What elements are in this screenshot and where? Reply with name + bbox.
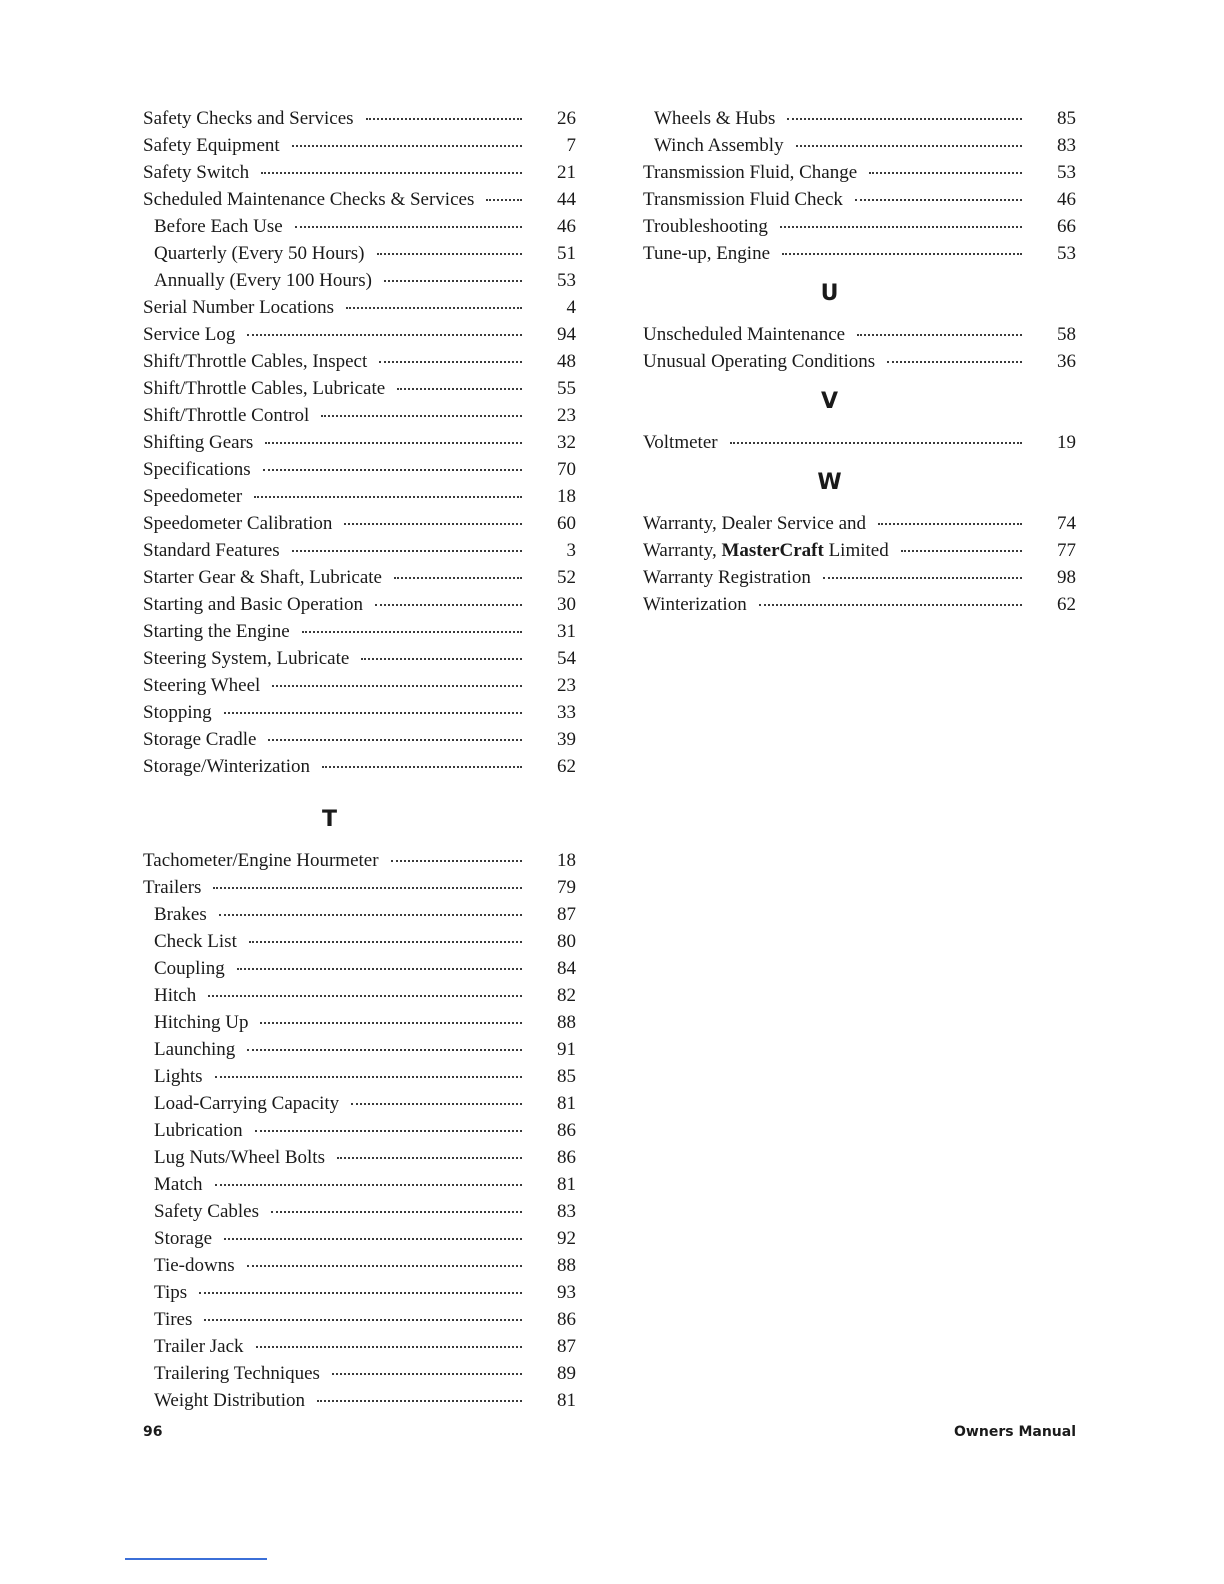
index-entry — [143, 159, 576, 186]
leader-dots — [247, 1049, 522, 1051]
bottom-rule — [125, 1558, 267, 1560]
index-page-number: 70 — [557, 459, 576, 480]
leader-dots — [247, 1265, 522, 1267]
index-term: Starter Gear & Shaft, Lubricate — [143, 567, 382, 588]
index-term: Unscheduled Maintenance — [643, 324, 846, 345]
leader-dots — [265, 442, 522, 444]
index-page-number: 86 — [557, 1120, 576, 1141]
index-term: Tires — [154, 1309, 193, 1330]
index-subentry — [143, 267, 576, 294]
index-page-number: 82 — [557, 985, 576, 1006]
index-term: Lights — [154, 1066, 203, 1087]
index-entry — [143, 321, 576, 348]
index-subentry — [143, 1198, 576, 1225]
index-entry — [143, 699, 576, 726]
index-page-number: 4 — [566, 297, 576, 318]
index-term: Storage/Winterization — [143, 756, 311, 777]
index-subentry — [643, 132, 1076, 159]
index-term: Warranty, Dealer Service and — [643, 513, 867, 534]
leader-dots — [224, 712, 522, 714]
index-term: Tips — [154, 1282, 188, 1303]
index-term: Starting and Basic Operation — [143, 594, 364, 615]
index-term: Standard Features — [143, 540, 280, 561]
leader-dots — [295, 226, 522, 228]
index-entry — [143, 645, 576, 672]
leader-dots — [332, 1373, 522, 1375]
index-subentry — [143, 1009, 576, 1036]
index-page-number: 23 — [557, 405, 576, 426]
index-page-number: 77 — [1057, 540, 1076, 561]
index-term: Steering System, Lubricate — [143, 648, 350, 669]
index-term: Safety Checks and Services — [143, 108, 354, 129]
index-page-number: 30 — [557, 594, 576, 615]
index-entry — [143, 591, 576, 618]
leader-dots — [787, 118, 1022, 120]
index-entry — [643, 321, 1076, 348]
index-page-number: 91 — [557, 1039, 576, 1060]
index-term: Steering Wheel — [143, 675, 261, 696]
index-entry — [143, 402, 576, 429]
index-entry — [643, 159, 1076, 186]
leader-dots — [263, 469, 522, 471]
index-term: Hitch — [154, 985, 197, 1006]
leader-dots — [317, 1400, 522, 1402]
index-entry — [143, 483, 576, 510]
index-term: Coupling — [154, 958, 225, 979]
index-subentry — [143, 1360, 576, 1387]
leader-dots — [351, 1103, 522, 1105]
index-page-number: 81 — [557, 1174, 576, 1195]
leader-dots — [237, 968, 522, 970]
index-term: Serial Number Locations — [143, 297, 335, 318]
index-page-number: 52 — [557, 567, 576, 588]
index-page-number: 88 — [557, 1255, 576, 1276]
index-term: Speedometer Calibration — [143, 513, 333, 534]
index-subentry — [143, 1144, 576, 1171]
index-term: Stopping — [143, 702, 212, 723]
index-page-number: 19 — [1057, 432, 1076, 453]
leader-dots — [199, 1292, 522, 1294]
leader-dots — [254, 496, 522, 498]
index-entry — [143, 672, 576, 699]
leader-dots — [796, 145, 1022, 147]
index-term: Storage — [154, 1228, 213, 1249]
index-subentry — [143, 213, 576, 240]
leader-dots — [782, 253, 1022, 255]
index-page-number: 93 — [557, 1282, 576, 1303]
index-term: Lubrication — [154, 1120, 243, 1141]
index-page-number: 23 — [557, 675, 576, 696]
section-letter-v: V — [820, 389, 839, 414]
index-entry — [143, 456, 576, 483]
index-subentry — [143, 1279, 576, 1306]
index-term: Shifting Gears — [143, 432, 254, 453]
leader-dots — [878, 523, 1022, 525]
index-page-number: 87 — [557, 904, 576, 925]
index-subentry — [143, 1063, 576, 1090]
index-page-number: 85 — [1057, 108, 1076, 129]
index-subentry — [143, 1252, 576, 1279]
index-page-number: 21 — [557, 162, 576, 183]
index-subentry — [143, 955, 576, 982]
leader-dots — [292, 145, 522, 147]
index-entry — [643, 510, 1076, 537]
index-page-number: 51 — [557, 243, 576, 264]
leader-dots — [379, 361, 522, 363]
index-group-u — [643, 321, 1076, 375]
index-page-number: 74 — [1057, 513, 1076, 534]
leader-dots — [869, 172, 1022, 174]
index-term-suffix: Limited — [823, 540, 889, 561]
index-subentry — [143, 1090, 576, 1117]
index-entry — [643, 186, 1076, 213]
footer-manual-title: Owners Manual — [954, 1424, 1076, 1440]
brand-name: MasterCraft — [721, 540, 824, 561]
index-subentry — [143, 240, 576, 267]
index-term: Match — [154, 1174, 203, 1195]
leader-dots — [219, 914, 522, 916]
index-term: Transmission Fluid Check — [643, 189, 843, 210]
index-subentry — [143, 1306, 576, 1333]
leader-dots — [397, 388, 522, 390]
leader-dots — [215, 1184, 522, 1186]
index-term: Winch Assembly — [654, 135, 784, 156]
index-page-number: 62 — [1057, 594, 1076, 615]
index-entry — [643, 348, 1076, 375]
index-page-number: 98 — [1057, 567, 1076, 588]
leader-dots — [361, 658, 522, 660]
leader-dots — [337, 1157, 522, 1159]
index-entry — [143, 510, 576, 537]
index-entry — [143, 186, 576, 213]
leader-dots — [261, 172, 522, 174]
index-page-number: 88 — [557, 1012, 576, 1033]
index-page-number: 53 — [1057, 162, 1076, 183]
index-page-number: 54 — [557, 648, 576, 669]
index-term: Launching — [154, 1039, 236, 1060]
index-term: Winterization — [643, 594, 747, 615]
index-group-v — [643, 429, 1076, 456]
index-entry — [643, 564, 1076, 591]
index-page-number: 44 — [557, 189, 576, 210]
leader-dots — [730, 442, 1022, 444]
leader-dots — [344, 523, 522, 525]
leader-dots — [377, 253, 522, 255]
index-term: Shift/Throttle Cables, Inspect — [143, 351, 368, 372]
index-entry — [143, 429, 576, 456]
index-term: Scheduled Maintenance Checks & Services — [143, 189, 475, 210]
index-term: Warranty Registration — [643, 567, 811, 588]
leader-dots — [224, 1238, 522, 1240]
index-entry — [643, 240, 1076, 267]
index-term: Transmission Fluid, Change — [643, 162, 858, 183]
index-subentry — [143, 1333, 576, 1360]
index-entry — [143, 753, 576, 780]
index-page-number: 60 — [557, 513, 576, 534]
index-group-s — [143, 105, 576, 780]
index-column-left — [143, 105, 576, 1414]
leader-dots — [759, 604, 1022, 606]
index-page-number: 26 — [557, 108, 576, 129]
leader-dots — [292, 550, 522, 552]
index-page-number: 55 — [557, 378, 576, 399]
index-page-number: 58 — [1057, 324, 1076, 345]
index-entry — [143, 375, 576, 402]
index-entry — [143, 348, 576, 375]
leader-dots — [256, 1346, 522, 1348]
index-page-number: 89 — [557, 1363, 576, 1384]
index-page-number: 31 — [557, 621, 576, 642]
index-page-number: 53 — [557, 270, 576, 291]
index-entry — [143, 537, 576, 564]
leader-dots — [321, 415, 522, 417]
index-term: Specifications — [143, 459, 251, 480]
index-term: Trailers — [143, 877, 202, 898]
leader-dots — [857, 334, 1022, 336]
index-term: Tachometer/Engine Hourmeter — [143, 850, 379, 871]
index-term: Load-Carrying Capacity — [154, 1093, 340, 1114]
index-page-number: 18 — [557, 486, 576, 507]
index-page-number: 3 — [566, 540, 576, 561]
index-entry — [143, 618, 576, 645]
footer-page-number: 96 — [143, 1424, 163, 1440]
index-term: Check List — [154, 931, 237, 952]
leader-dots — [384, 280, 522, 282]
index-page-number: 66 — [1057, 216, 1076, 237]
leader-dots — [208, 995, 522, 997]
index-page-number: 7 — [566, 135, 576, 156]
index-page-number: 36 — [1057, 351, 1076, 372]
index-term: Brakes — [154, 904, 207, 925]
index-group-w — [643, 510, 1076, 618]
index-term: Before Each Use — [154, 216, 283, 237]
leader-dots — [255, 1130, 522, 1132]
index-term: Trailering Techniques — [154, 1363, 320, 1384]
leader-dots — [271, 1211, 522, 1213]
index-entry — [143, 132, 576, 159]
index-subentry — [143, 928, 576, 955]
index-term: Lug Nuts/Wheel Bolts — [154, 1147, 325, 1168]
index-page-number: 80 — [557, 931, 576, 952]
index-entry — [143, 847, 576, 874]
index-page-number: 46 — [1057, 189, 1076, 210]
index-page-number: 53 — [1057, 243, 1076, 264]
leader-dots — [901, 550, 1022, 552]
index-term: Voltmeter — [643, 432, 718, 453]
leader-dots — [346, 307, 522, 309]
index-term: Storage Cradle — [143, 729, 257, 750]
section-letter-t: T — [321, 807, 337, 832]
index-page-number: 79 — [557, 877, 576, 898]
index-term: Speedometer — [143, 486, 243, 507]
leader-dots — [366, 118, 522, 120]
index-subentry — [143, 982, 576, 1009]
index-subentry — [143, 1117, 576, 1144]
leader-dots — [204, 1319, 522, 1321]
leader-dots — [391, 860, 522, 862]
index-entry — [643, 429, 1076, 456]
index-entry — [643, 213, 1076, 240]
leader-dots — [780, 226, 1022, 228]
index-term: Quarterly (Every 50 Hours) — [154, 243, 365, 264]
index-term: Troubleshooting — [643, 216, 768, 237]
index-page-number: 18 — [557, 850, 576, 871]
section-letter-u: U — [820, 281, 839, 306]
leader-dots — [260, 1022, 522, 1024]
index-page-number: 39 — [557, 729, 576, 750]
index-page-number: 81 — [557, 1093, 576, 1114]
leader-dots — [823, 577, 1022, 579]
index-entry — [143, 105, 576, 132]
index-page-number: 86 — [557, 1147, 576, 1168]
index-entry — [643, 591, 1076, 618]
index-entry — [143, 564, 576, 591]
index-term: Hitching Up — [154, 1012, 249, 1033]
index-page-number: 32 — [557, 432, 576, 453]
index-page-number: 33 — [557, 702, 576, 723]
index-group-t-continued — [643, 105, 1076, 267]
index-page-number: 87 — [557, 1336, 576, 1357]
index-term — [643, 537, 889, 564]
leader-dots — [249, 941, 522, 943]
index-subentry — [143, 1171, 576, 1198]
index-subentry — [643, 105, 1076, 132]
index-term: Safety Equipment — [143, 135, 280, 156]
leader-dots — [394, 577, 522, 579]
index-page-number: 46 — [557, 216, 576, 237]
index-page-number: 62 — [557, 756, 576, 777]
leader-dots — [302, 631, 522, 633]
index-entry — [643, 537, 1076, 564]
index-subentry — [143, 901, 576, 928]
index-page-number: 83 — [1057, 135, 1076, 156]
index-column-right — [643, 105, 1076, 618]
index-entry — [143, 294, 576, 321]
index-term: Tie-downs — [154, 1255, 235, 1276]
index-term: Safety Cables — [154, 1201, 260, 1222]
leader-dots — [247, 334, 522, 336]
index-entry — [143, 874, 576, 901]
index-term: Annually (Every 100 Hours) — [154, 270, 372, 291]
leader-dots — [855, 199, 1022, 201]
leader-dots — [215, 1076, 522, 1078]
index-term: Safety Switch — [143, 162, 250, 183]
index-page-number: 86 — [557, 1309, 576, 1330]
leader-dots — [486, 199, 522, 201]
index-page-number: 48 — [557, 351, 576, 372]
index-term: Shift/Throttle Cables, Lubricate — [143, 378, 386, 399]
index-subentry — [143, 1036, 576, 1063]
index-group-t — [143, 847, 576, 1414]
index-term: Weight Distribution — [154, 1390, 305, 1411]
index-term-prefix: Warranty, — [643, 540, 722, 561]
index-page-number: 81 — [557, 1390, 576, 1411]
index-entry — [143, 726, 576, 753]
index-page-number: 92 — [557, 1228, 576, 1249]
index-page-number: 94 — [557, 324, 576, 345]
index-page-number: 85 — [557, 1066, 576, 1087]
leader-dots — [322, 766, 522, 768]
index-term: Unusual Operating Conditions — [643, 351, 876, 372]
index-subentry — [143, 1387, 576, 1414]
leader-dots — [213, 887, 522, 889]
section-letter-w: W — [817, 470, 842, 495]
index-term: Tune-up, Engine — [643, 243, 771, 264]
index-term: Starting the Engine — [143, 621, 290, 642]
leader-dots — [375, 604, 522, 606]
index-page-number: 84 — [557, 958, 576, 979]
index-term: Shift/Throttle Control — [143, 405, 310, 426]
leader-dots — [272, 685, 522, 687]
leader-dots — [887, 361, 1022, 363]
index-page-number: 83 — [557, 1201, 576, 1222]
index-term: Service Log — [143, 324, 236, 345]
index-subentry — [143, 1225, 576, 1252]
index-term: Wheels & Hubs — [654, 108, 776, 129]
index-term: Trailer Jack — [154, 1336, 244, 1357]
leader-dots — [268, 739, 522, 741]
